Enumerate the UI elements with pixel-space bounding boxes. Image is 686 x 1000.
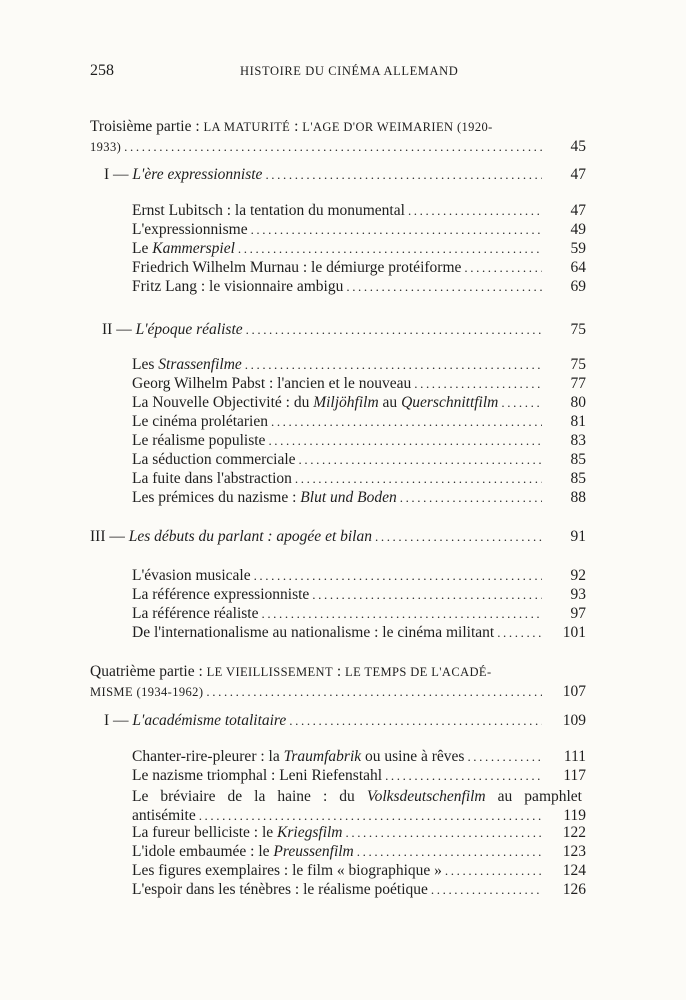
toc-entry[interactable]: Fritz Lang : le visionnaire ambigu ..... 69 xyxy=(132,277,586,296)
toc-page-number: 75 xyxy=(570,356,586,373)
toc-page-number: 97 xyxy=(570,605,586,622)
leader-dots xyxy=(245,355,542,374)
toc-entry[interactable]: Les Strassenfilme ..... 75 xyxy=(132,355,586,374)
toc-entry[interactable]: Le cinéma prolétarien ..... 81 xyxy=(132,412,586,431)
toc-page-number: 123 xyxy=(562,843,586,860)
toc-entry[interactable]: De l'internationalisme au nationalisme : le cinéma militant ..... 101 xyxy=(132,623,586,642)
toc-page-number: 85 xyxy=(570,470,586,487)
leader-dots xyxy=(261,604,542,623)
toc-page-number: 124 xyxy=(562,862,586,879)
part3-title: LA MATURITÉ xyxy=(203,120,291,134)
toc-page-number: 59 xyxy=(570,240,586,257)
toc-page-number: 92 xyxy=(570,567,586,584)
part4-page: 107 xyxy=(562,683,586,700)
toc-page-number: 122 xyxy=(562,824,586,841)
toc-page-number: 111 xyxy=(563,748,586,765)
toc-entry[interactable]: La séduction commerciale ..... 85 xyxy=(132,450,586,469)
toc-page-number: 101 xyxy=(562,624,586,641)
toc-page-number: 85 xyxy=(570,451,586,468)
leader-dots xyxy=(312,585,542,604)
toc-entry[interactable]: La fuite dans l'abstraction ..... 85 xyxy=(132,469,586,488)
toc-page-number: 119 xyxy=(563,807,586,824)
part4-heading-line2[interactable]: MISME (1934-1962) ..... 107 xyxy=(90,682,586,702)
toc-page-number: 83 xyxy=(570,432,586,449)
toc-entry[interactable]: Friedrich Wilhelm Murnau : le démiurge protéiforme ..... 64 xyxy=(132,258,586,277)
toc-entry-line1[interactable]: Le bréviaire de la haine : du Volksdeutschenfilm au pamphlet xyxy=(132,788,582,805)
leader-dots xyxy=(431,880,542,899)
toc-page-number: 80 xyxy=(570,394,586,411)
toc-entry[interactable]: Ernst Lubitsch : la tentation du monumental ..... 47 xyxy=(132,201,586,220)
leader-dots xyxy=(346,277,542,296)
toc-page-number: 69 xyxy=(570,278,586,295)
leader-dots xyxy=(299,450,542,469)
toc-page-number: 64 xyxy=(570,259,586,276)
running-title: HISTOIRE DU CINÉMA ALLEMAND xyxy=(240,64,459,78)
toc-entry[interactable]: L'espoir dans les ténèbres : le réalisme poétique ..... 126 xyxy=(132,880,586,899)
leader-dots xyxy=(238,239,542,258)
leader-dots xyxy=(414,374,542,393)
leader-dots xyxy=(445,861,542,880)
toc-entry[interactable]: Georg Wilhelm Pabst : l'ancien et le nouveau ..... 77 xyxy=(132,374,586,393)
toc-entry[interactable]: Le réalisme populiste ..... 83 xyxy=(132,431,586,450)
leader-dots xyxy=(295,469,542,488)
toc-entry[interactable]: La référence réaliste ..... 97 xyxy=(132,604,586,623)
toc-entry[interactable]: L'expressionnisme ..... 49 xyxy=(132,220,586,239)
toc-page-number: 77 xyxy=(570,375,586,392)
part3-page: 45 xyxy=(570,138,586,155)
toc-page-number: 88 xyxy=(570,489,586,506)
leader-dots xyxy=(467,747,542,766)
toc-page-number: 126 xyxy=(562,881,586,898)
toc-entry[interactable]: Les prémices du nazisme : Blut und Boden ..... 88 xyxy=(132,488,586,507)
part3-heading-line1: Troisième partie : LA MATURITÉ : L'AGE D'OR WEIMARIEN (1920- xyxy=(90,118,493,135)
chapter-2[interactable]: II — L'époque réaliste ..... 75 xyxy=(102,320,586,339)
leader-dots xyxy=(464,258,542,277)
toc-entry[interactable]: La Nouvelle Objectivité : du Miljöhfilm au Querschnittfilm ..... 80 xyxy=(132,393,586,412)
toc-page-number: 117 xyxy=(563,767,586,784)
page-number: 258 xyxy=(90,62,114,79)
toc-entry[interactable]: L'idole embaumée : le Preussenfilm ..... 123 xyxy=(132,842,586,861)
leader-dots xyxy=(346,823,543,842)
leader-dots xyxy=(497,623,542,642)
leader-dots xyxy=(268,431,542,450)
toc-page-number: 47 xyxy=(570,202,586,219)
leader-dots xyxy=(251,220,542,239)
toc-entry[interactable]: Chanter-rire-pleurer : la Traumfabrik ou usine à rêves ..... 111 xyxy=(132,747,586,766)
chapter-3[interactable]: III — Les débuts du parlant : apogée et bilan ..... 91 xyxy=(90,527,586,546)
toc-entry[interactable]: Le Kammerspiel ..... 59 xyxy=(132,239,586,258)
toc-page-number: 81 xyxy=(570,413,586,430)
leader-dots xyxy=(357,842,542,861)
toc-page-number: 93 xyxy=(570,586,586,603)
leader-dots xyxy=(254,566,542,585)
part4-heading-line1: Quatrième partie : LE VIEILLISSEMENT : LE TEMPS DE L'ACADÉ- xyxy=(90,663,492,680)
leader-dots xyxy=(385,766,542,785)
chapter-4[interactable]: I — L'académisme totalitaire ..... 109 xyxy=(104,711,586,730)
toc-entry[interactable]: La référence expressionniste ..... 93 xyxy=(132,585,586,604)
chapter-1[interactable]: I — L'ère expressionniste ..... 47 xyxy=(104,165,586,184)
leader-dots xyxy=(271,412,542,431)
part3-heading-line2[interactable]: 1933) ..... 45 xyxy=(90,137,586,157)
toc-entry[interactable]: Les figures exemplaires : le film « biographique » ..... 124 xyxy=(132,861,586,880)
toc-entry[interactable]: La fureur belliciste : le Kriegsfilm ..... 122 xyxy=(132,823,586,842)
toc-entry[interactable]: L'évasion musicale ..... 92 xyxy=(132,566,586,585)
leader-dots xyxy=(408,201,542,220)
toc-entry[interactable]: Le nazisme triomphal : Leni Riefenstahl ..... 117 xyxy=(132,766,586,785)
leader-dots xyxy=(501,393,542,412)
toc-entry[interactable]: antisémite ..... 119 xyxy=(132,806,586,825)
toc-page-number: 49 xyxy=(570,221,586,238)
leader-dots xyxy=(400,488,542,507)
